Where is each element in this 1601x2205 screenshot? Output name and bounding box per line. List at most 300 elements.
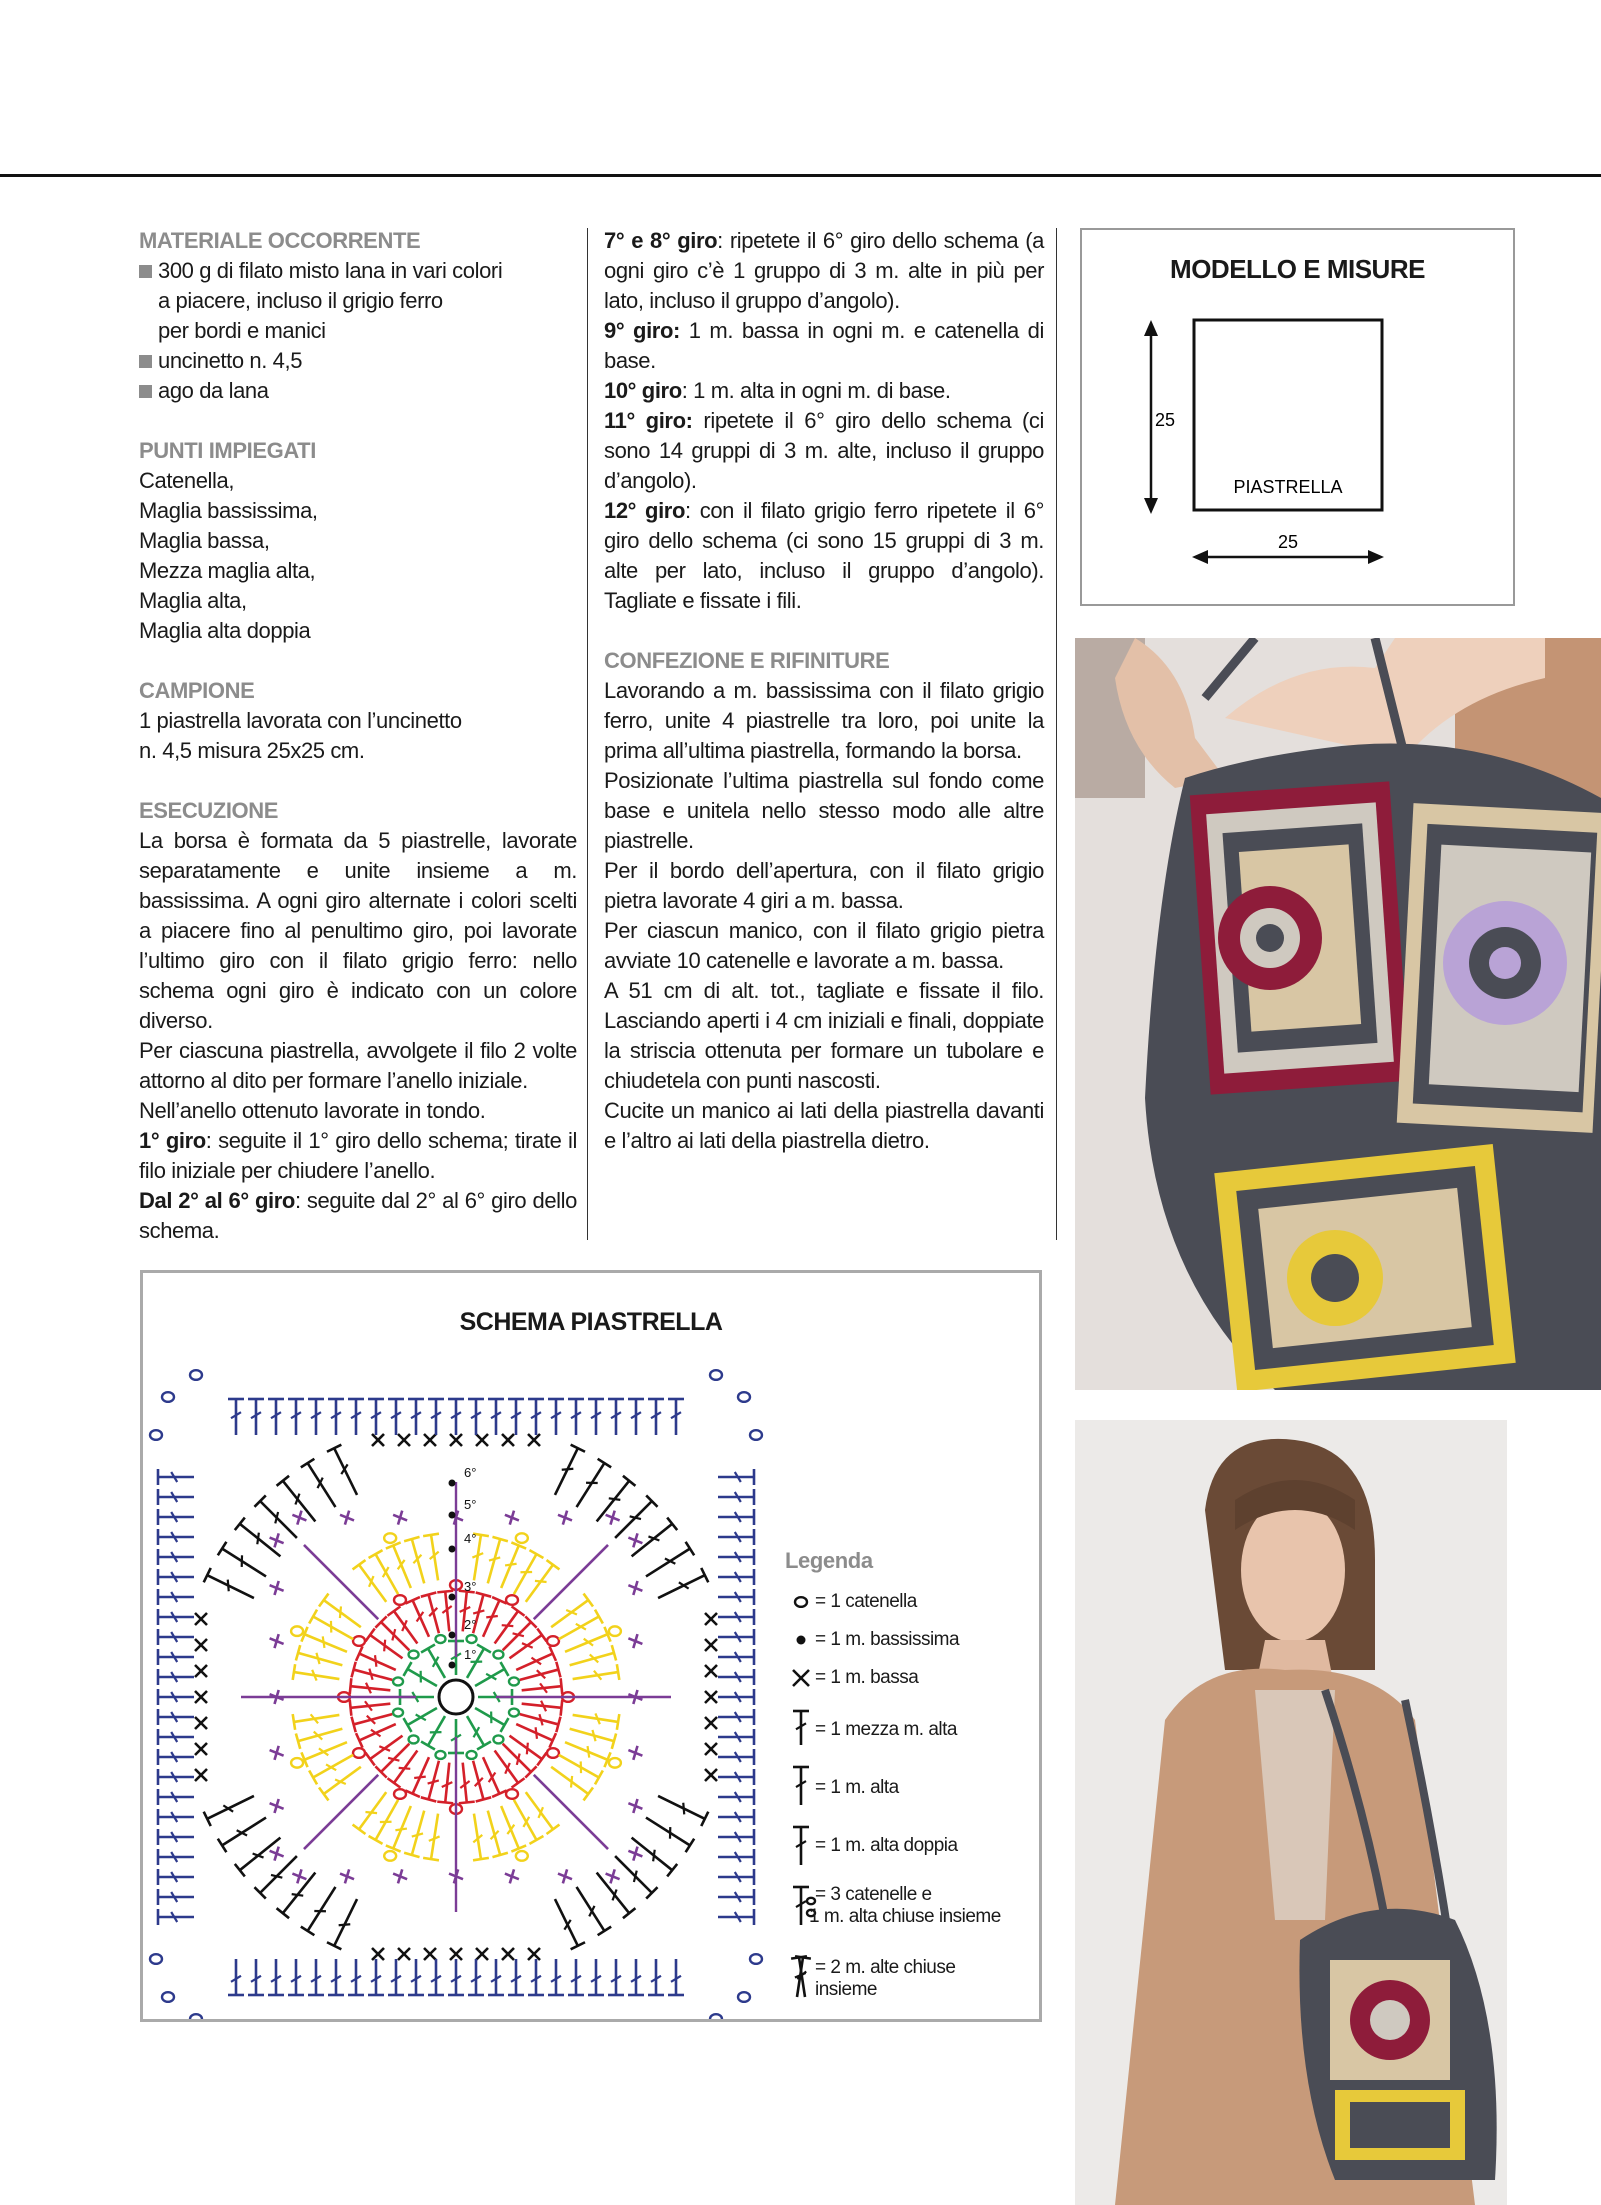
chain-symbol-icon (795, 1597, 807, 1607)
single-crochet-symbol (195, 1691, 207, 1703)
single-crochet-symbol (705, 1769, 717, 1781)
round6-stitch (718, 1529, 754, 1545)
round6-stitch (308, 1399, 324, 1435)
round5-stitch (254, 1856, 296, 1898)
round3-chain (609, 1626, 621, 1636)
round1-chain (393, 1709, 403, 1717)
round2-stitch (375, 1616, 409, 1650)
round2-chain (394, 1789, 406, 1799)
round6-stitch (348, 1959, 364, 1995)
round3-chain (516, 1851, 528, 1861)
single-crochet-symbol (270, 1847, 284, 1861)
round6-stitch (718, 1649, 754, 1665)
round5-stitch (597, 1873, 636, 1919)
round3-stitch (293, 1714, 340, 1730)
slip-stitch-symbol (449, 1512, 456, 1519)
crochet-chart-title: SCHEMA PIASTRELLA (459, 1308, 723, 1336)
slip-stitch-symbol-icon (797, 1636, 806, 1645)
width-label: 25 (1277, 532, 1299, 552)
round6-chain (750, 1954, 762, 1964)
crochet-chart-box (140, 1270, 1042, 2022)
round-instruction: 7° e 8° giro: ripetete il 6° giro dello schema (a ogni giro c’è 1 gruppo di 3 m. alte in più per lato, incluso il gruppo d’angolo). (604, 228, 1044, 313)
round5-stitch (646, 1542, 694, 1577)
round3-stitch (573, 1664, 620, 1680)
single-crochet-symbol (195, 1613, 207, 1625)
column-left (139, 226, 577, 1246)
round2-stitch (522, 1700, 563, 1716)
round6-stitch (268, 1399, 284, 1435)
round6-stitch (718, 1729, 754, 1745)
round3-stitch (514, 1800, 544, 1844)
single-crochet-symbol (340, 1511, 354, 1525)
round3-stitch (423, 1534, 439, 1581)
round1-chain (409, 1651, 419, 1659)
round6-stitch (158, 1809, 194, 1825)
round1-chain (509, 1709, 519, 1717)
round3-chain (384, 1851, 396, 1861)
round6-stitch (548, 1399, 564, 1435)
round6-stitch (718, 1629, 754, 1645)
single-crochet-symbol (195, 1639, 207, 1651)
round6-stitch (228, 1959, 244, 1995)
round6-stitch (718, 1869, 754, 1885)
single-crochet-symbol (398, 1948, 410, 1960)
bag-closeup-illustration (1075, 638, 1601, 1390)
magic-ring-symbol (439, 1680, 473, 1714)
model-illustration (1075, 1420, 1507, 2205)
half-double-crochet-symbol-icon (793, 1711, 809, 1745)
round3-stitch (369, 1550, 399, 1594)
round6-chain (738, 1992, 750, 2002)
tile-label: PIASTRELLA (1233, 477, 1343, 497)
single-crochet-symbol (398, 1434, 410, 1446)
round6-stitch (718, 1789, 754, 1805)
round6-stitch (158, 1909, 194, 1925)
granny-square-bottom (1214, 1144, 1515, 1390)
round6-stitch (718, 1849, 754, 1865)
round6-stitch (158, 1869, 194, 1885)
single-crochet-symbol (450, 1948, 462, 1960)
round2-stitch (437, 1763, 453, 1804)
bullet-square-icon (139, 385, 152, 398)
materials-heading: MATERIALE OCCORRENTE (139, 228, 421, 253)
round6-stitch (158, 1529, 194, 1545)
materials-item: ago da lana (139, 376, 577, 406)
round6-stitch (628, 1959, 644, 1995)
gauge-heading: CAMPIONE (139, 678, 255, 703)
measurements-title: MODELLO E MISURE (1170, 254, 1425, 284)
single-crochet-symbol (195, 1743, 207, 1755)
single-crochet-symbol (705, 1639, 717, 1651)
round5-stitch (632, 1518, 678, 1557)
round6-stitch (408, 1959, 424, 1995)
round6-stitch (548, 1959, 564, 1995)
legend-item: = 3 catenelle e 1 m. alta chiuse insieme (809, 1884, 1001, 1927)
gauge-text: 1 piastrella lavorata con l’uncinetto (139, 708, 462, 733)
round1-chain (467, 1635, 477, 1643)
round6-chain (150, 1954, 162, 1964)
finishing-heading: CONFEZIONE E RIFINITURE (604, 648, 890, 673)
round6-stitch (648, 1959, 664, 1995)
round2-chain (353, 1748, 365, 1758)
stitches-heading: PUNTI IMPIEGATI (139, 438, 316, 463)
round6-stitch (718, 1689, 754, 1705)
round2-chain (506, 1595, 518, 1605)
round6-stitch (508, 1399, 524, 1435)
round6-stitch (158, 1829, 194, 1845)
single-crochet-symbol (705, 1665, 717, 1677)
single-crochet-symbol (292, 1869, 306, 1883)
round6-stitch (608, 1959, 624, 1995)
round1-chain (409, 1735, 419, 1743)
round1-chain (393, 1677, 403, 1685)
chain3-dc-together-symbol-icon (793, 1887, 809, 1925)
round2-stitch (459, 1763, 475, 1804)
round-instruction: 12° giro: con il filato grigio ferro ripetete il 6° giro dello schema (ci sono 15 gruppi di 3 m. alte per lato, incluso il gruppo d’angolo). Tagliate e fissate i fili. (604, 498, 1044, 613)
round6-stitch (268, 1959, 284, 1995)
round5-stitch (555, 1899, 585, 1949)
single-crochet-symbol (372, 1948, 384, 1960)
round1-stitch (421, 1645, 445, 1678)
round5-stitch (327, 1899, 357, 1949)
single-crochet-symbol (393, 1869, 407, 1883)
round5-stitch (218, 1542, 266, 1577)
round6-stitch (388, 1399, 404, 1435)
single-crochet-symbol (476, 1948, 488, 1960)
round-instruction: 9° giro: 1 m. bassa in ogni m. e catenella di base. (604, 318, 1045, 373)
round6-stitch (158, 1649, 194, 1665)
round6-stitch (428, 1959, 444, 1995)
round-label: 3° (464, 1579, 477, 1594)
materials-item-continued: per bordi e manici (158, 318, 326, 343)
round2-stitch (503, 1744, 537, 1778)
single-crochet-symbol-icon (793, 1670, 809, 1686)
round5-stitch (555, 1445, 585, 1495)
round5-stitch (646, 1818, 694, 1853)
round6-stitch (448, 1959, 464, 1995)
single-crochet-symbol (628, 1799, 642, 1813)
legend-item: = 1 catenella (815, 1591, 917, 1612)
round6-stitch (588, 1959, 604, 1995)
round5-stitch (577, 1887, 612, 1935)
round1-stitch (475, 1708, 508, 1732)
round6-stitch (158, 1549, 194, 1565)
round1-chain (435, 1635, 445, 1643)
single-crochet-symbol (628, 1746, 642, 1760)
round2-stitch (350, 1678, 391, 1694)
round6-chain (162, 1392, 174, 1402)
round3-stitch (309, 1755, 353, 1785)
header-rule (0, 174, 1601, 177)
single-crochet-symbol (476, 1434, 488, 1446)
round6-stitch (568, 1399, 584, 1435)
round6-stitch (718, 1589, 754, 1605)
slip-stitch-symbol (449, 1594, 456, 1601)
single-crochet-symbol (528, 1434, 540, 1446)
round1-chain (435, 1751, 445, 1759)
round3-stitch (559, 1610, 603, 1640)
round6-stitch (718, 1549, 754, 1565)
round6-stitch (368, 1959, 384, 1995)
round6-stitch (158, 1589, 194, 1605)
round1-stitch (467, 1716, 491, 1749)
round2-stitch (365, 1628, 402, 1658)
stitch-item: Maglia bassissima, (139, 498, 318, 523)
single-crochet-symbol (628, 1533, 642, 1547)
measurements-diagram (1082, 230, 1513, 604)
round6-stitch (718, 1889, 754, 1905)
round1-stitch (404, 1708, 437, 1732)
arrow-head-icon (1192, 550, 1208, 564)
single-crochet-symbol (628, 1581, 642, 1595)
round-label: 4° (464, 1531, 477, 1546)
granny-square-right (1397, 803, 1601, 1133)
round3-chain (384, 1533, 396, 1543)
single-crochet-symbol (528, 1948, 540, 1960)
bag-closeup-photo (1075, 638, 1601, 1390)
double-crochet-symbol-icon (793, 1767, 809, 1805)
round6-stitch (158, 1849, 194, 1865)
single-crochet-symbol (705, 1717, 717, 1729)
round2-chain (547, 1748, 559, 1758)
single-crochet-symbol (270, 1581, 284, 1595)
single-crochet-symbol (505, 1511, 519, 1525)
round6-stitch (448, 1399, 464, 1435)
finishing-paragraph: Per il bordo dell’apertura, con il filato grigio pietra lavorate 4 giri a m. bassa. (604, 858, 1044, 913)
round3-stitch (423, 1814, 439, 1861)
round1-chain (493, 1735, 503, 1743)
round6-stitch (718, 1829, 754, 1845)
round-instruction: Dal 2° al 6° giro: seguite dal 2° al 6° giro dello schema. (139, 1188, 577, 1243)
single-crochet-symbol (292, 1511, 306, 1525)
single-crochet-symbol (372, 1434, 384, 1446)
round-instruction: 10° giro: 1 m. alta in ogni m. di base. (604, 378, 951, 403)
single-crochet-symbol (450, 1434, 462, 1446)
single-crochet-symbol (628, 1847, 642, 1861)
materials-item-continued: a piacere, incluso il grigio ferro (158, 288, 443, 313)
single-crochet-symbol (195, 1665, 207, 1677)
round5-stitch (597, 1476, 636, 1522)
round6-stitch (248, 1399, 264, 1435)
single-crochet-symbol (270, 1634, 284, 1648)
round6-stitch (158, 1769, 194, 1785)
round6-stitch (328, 1959, 344, 1995)
round-label: 1° (464, 1647, 477, 1662)
round6-stitch (428, 1399, 444, 1435)
round1-chain (467, 1751, 477, 1759)
legend-title: Legenda (785, 1548, 873, 1573)
stitch-item: Maglia alta doppia (139, 618, 311, 643)
round1-stitch (404, 1662, 437, 1686)
finishing-paragraph: Per ciascun manico, con il filato grigio pietra avviate 10 catenelle e lavorate a m. bassa. (604, 918, 1044, 973)
single-crochet-symbol (628, 1634, 642, 1648)
round6-stitch (528, 1399, 544, 1435)
round6-stitch (718, 1809, 754, 1825)
round6-stitch (348, 1399, 364, 1435)
round6-stitch (248, 1959, 264, 1995)
single-crochet-symbol (558, 1869, 572, 1883)
round2-stitch (375, 1744, 409, 1778)
round2-stitch (387, 1751, 417, 1788)
round-instruction: 11° giro: ripetete il 6° giro dello schema (ci sono 14 gruppi di 3 m. alte, incluso il gruppo d’angolo). (604, 408, 1044, 493)
legend-item: = 2 m. alte chiuse insieme (815, 1957, 956, 2000)
round3-stitch (559, 1755, 603, 1785)
bullet-square-icon (139, 265, 152, 278)
round3-stitch (573, 1713, 620, 1729)
round-label: 6° (464, 1465, 477, 1480)
round5-stitch (632, 1838, 678, 1877)
single-crochet-symbol (705, 1613, 717, 1625)
round2-stitch (503, 1616, 537, 1650)
round6-stitch (228, 1399, 244, 1435)
round6-chain (738, 1392, 750, 1402)
round5-stitch (235, 1838, 281, 1877)
legend-item: = 1 mezza m. alta (815, 1719, 957, 1740)
round6-stitch (718, 1669, 754, 1685)
round3-chain (291, 1758, 303, 1768)
slip-stitch-symbol (449, 1662, 456, 1669)
round6-stitch (158, 1729, 194, 1745)
slip-stitch-symbol (449, 1480, 456, 1487)
round1-chain (509, 1677, 519, 1685)
gauge-text: n. 4,5 misura 25x25 cm. (139, 738, 365, 763)
round6-stitch (388, 1959, 404, 1995)
round6-stitch (468, 1399, 484, 1435)
stitch-item: Mezza maglia alta, (139, 558, 316, 583)
round3-stitch (293, 1664, 340, 1680)
round6-stitch (648, 1399, 664, 1435)
slip-stitch-symbol (449, 1546, 456, 1553)
round5-stitch (218, 1818, 266, 1853)
single-crochet-symbol (424, 1948, 436, 1960)
instructions-paragraph: Per ciascuna piastrella, avvolgete il filo 2 volte attorno al dito per formare l’anello iniziale. (139, 1038, 577, 1093)
column-divider (587, 228, 588, 1240)
round6-stitch (408, 1399, 424, 1435)
arrow-head-icon (1144, 320, 1158, 336)
round6-stitch (158, 1469, 194, 1485)
round5-stitch (327, 1445, 357, 1495)
round2-stitch (522, 1678, 563, 1694)
round6-stitch (468, 1959, 484, 1995)
legend-item: = 1 m. bassa (815, 1667, 919, 1688)
round6-stitch (718, 1609, 754, 1625)
legend-item: = 1 m. alta doppia (815, 1835, 958, 1856)
round2-chain (547, 1636, 559, 1646)
round6-stitch (158, 1889, 194, 1905)
round5-stitch (277, 1873, 316, 1919)
materials-item: 300 g di filato misto lana in vari colori (139, 256, 577, 286)
single-crochet-symbol (424, 1434, 436, 1446)
round6-chain (162, 1992, 174, 2002)
round2-stitch (350, 1700, 391, 1716)
column-middle (604, 226, 1044, 1156)
legend-item: = 1 m. alta (815, 1777, 899, 1798)
single-crochet-symbol (502, 1434, 514, 1446)
round6-stitch (668, 1959, 684, 1995)
round5-stitch (658, 1568, 708, 1598)
round2-stitch (510, 1736, 547, 1766)
arrow-head-icon (1368, 550, 1384, 564)
round6-stitch (158, 1609, 194, 1625)
round5-stitch (204, 1568, 254, 1598)
round6-stitch (158, 1749, 194, 1765)
round6-chain (750, 1430, 762, 1440)
round-label: 5° (464, 1497, 477, 1512)
round6-stitch (288, 1959, 304, 1995)
round6-chain (710, 2014, 722, 2019)
round6-stitch (718, 1489, 754, 1505)
round6-stitch (718, 1569, 754, 1585)
finishing-paragraph: Posizionate l’ultima piastrella sul fondo come base e unitela nello stesso modo alle altre piastrelle. (604, 768, 1044, 853)
single-crochet-symbol (505, 1869, 519, 1883)
round3-stitch (369, 1800, 399, 1844)
round3-chain (291, 1626, 303, 1636)
round6-stitch (158, 1789, 194, 1805)
round6-chain (150, 1430, 162, 1440)
round1-stitch (421, 1716, 445, 1749)
round6-stitch (718, 1709, 754, 1725)
round6-stitch (608, 1399, 624, 1435)
round6-stitch (158, 1689, 194, 1705)
arrow-head-icon (1144, 498, 1158, 514)
round-instruction: 1° giro: seguite il 1° giro dello schema; tirate il filo iniziale per chiudere l’anello. (139, 1128, 577, 1183)
round2-stitch (495, 1606, 525, 1643)
round5-stitch (204, 1796, 254, 1826)
round6-stitch (328, 1399, 344, 1435)
round3-stitch (309, 1610, 353, 1640)
finishing-paragraph: Cucite un manico ai lati della piastrella davanti e l’altro ai lati della piastrella dietro. (604, 1098, 1044, 1153)
round5-stitch (577, 1459, 612, 1507)
round6-chain (190, 2014, 202, 2019)
materials-item: uncinetto n. 4,5 (139, 346, 577, 376)
legend-item: = 1 m. bassissima (815, 1629, 960, 1650)
round6-stitch (368, 1399, 384, 1435)
round2-chain (394, 1595, 406, 1605)
single-crochet-symbol (195, 1717, 207, 1729)
round6-stitch (288, 1399, 304, 1435)
single-crochet-symbol (705, 1691, 717, 1703)
round6-stitch (508, 1959, 524, 1995)
round5-stitch (301, 1887, 336, 1935)
round1-chain (493, 1651, 503, 1659)
single-crochet-symbol (270, 1799, 284, 1813)
round5-stitch (254, 1495, 296, 1537)
single-crochet-symbol (270, 1746, 284, 1760)
single-crochet-symbol (705, 1743, 717, 1755)
round6-chain (190, 1370, 202, 1380)
treble-crochet-symbol-icon (793, 1827, 809, 1865)
round6-stitch (158, 1569, 194, 1585)
round5-stitch (277, 1476, 316, 1522)
round6-stitch (308, 1959, 324, 1995)
round6-stitch (718, 1769, 754, 1785)
round6-stitch (158, 1629, 194, 1645)
round6-stitch (158, 1489, 194, 1505)
round2-chain (353, 1636, 365, 1646)
single-crochet-symbol (270, 1533, 284, 1547)
single-crochet-symbol (340, 1869, 354, 1883)
stitch-item: Maglia alta, (139, 588, 247, 613)
instructions-paragraph: Nell’anello ottenuto lavorate in tondo. (139, 1098, 486, 1123)
model-with-bag-photo (1075, 1420, 1507, 2205)
round2-chain (506, 1789, 518, 1799)
column-divider (1056, 228, 1057, 1240)
round3-stitch (473, 1814, 489, 1861)
round6-stitch (158, 1509, 194, 1525)
round6-stitch (628, 1399, 644, 1435)
round6-stitch (488, 1959, 504, 1995)
slip-stitch-symbol (449, 1632, 456, 1639)
